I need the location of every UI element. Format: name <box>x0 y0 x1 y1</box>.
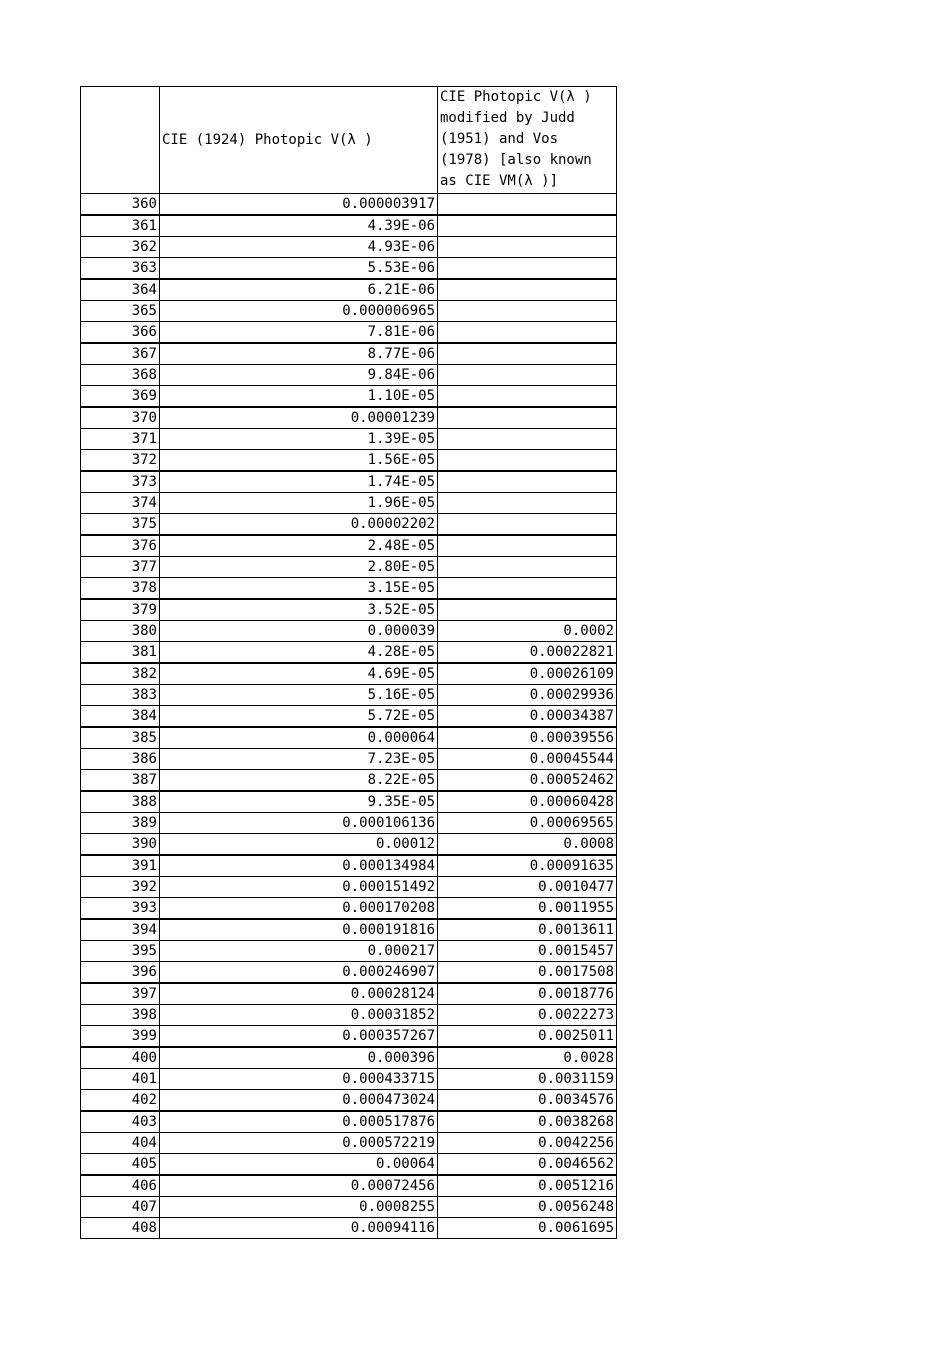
wavelength-cell[interactable]: 390 <box>81 834 160 856</box>
table-row <box>81 237 617 258</box>
table-row <box>81 621 617 642</box>
photopic-1924-cell[interactable]: 1.10E-05 <box>160 386 438 408</box>
photopic-vm-cell[interactable]: 0.00045544 <box>438 749 617 770</box>
wavelength-cell[interactable]: 365 <box>81 301 160 322</box>
wavelength-cell[interactable]: 408 <box>81 1218 160 1239</box>
photopic-1924-cell[interactable]: 4.39E-06 <box>160 215 438 237</box>
table-row <box>81 1026 617 1048</box>
photopic-vm-cell[interactable]: 0.0018776 <box>438 983 617 1005</box>
wavelength-cell[interactable]: 406 <box>81 1175 160 1197</box>
photopic-1924-cell[interactable]: 0.000170208 <box>160 898 438 920</box>
wavelength-cell[interactable]: 395 <box>81 941 160 962</box>
photopic-vm-cell[interactable]: 0.00091635 <box>438 855 617 877</box>
photopic-vm-cell[interactable] <box>438 301 617 322</box>
wavelength-cell[interactable]: 403 <box>81 1111 160 1133</box>
wavelength-cell[interactable]: 407 <box>81 1197 160 1218</box>
table-row <box>81 791 617 813</box>
photopic-1924-cell[interactable]: 0.000433715 <box>160 1069 438 1090</box>
wavelength-cell[interactable]: 367 <box>81 343 160 365</box>
photopic-vm-cell[interactable] <box>438 514 617 536</box>
table-row <box>81 770 617 792</box>
table-row <box>81 663 617 685</box>
photopic-vm-cell[interactable] <box>438 365 617 386</box>
wavelength-cell[interactable]: 394 <box>81 919 160 941</box>
table-row <box>81 642 617 664</box>
wavelength-cell[interactable]: 396 <box>81 962 160 984</box>
photopic-vm-cell[interactable]: 0.0031159 <box>438 1069 617 1090</box>
table-row <box>81 279 617 301</box>
photopic-vm-cell[interactable] <box>438 194 617 216</box>
photopic-1924-cell[interactable]: 5.72E-05 <box>160 706 438 728</box>
photopic-vm-cell[interactable]: 0.0028 <box>438 1047 617 1069</box>
photopic-vm-cell[interactable]: 0.0017508 <box>438 962 617 984</box>
wavelength-cell[interactable]: 379 <box>81 599 160 621</box>
table-row <box>81 322 617 344</box>
wavelength-cell[interactable]: 372 <box>81 450 160 472</box>
photopic-vm-cell[interactable]: 0.00022821 <box>438 642 617 664</box>
photopic-1924-cell[interactable]: 3.15E-05 <box>160 578 438 600</box>
table-row <box>81 1133 617 1154</box>
wavelength-cell[interactable]: 405 <box>81 1154 160 1176</box>
photopic-vm-cell[interactable] <box>438 450 617 472</box>
wavelength-cell[interactable]: 371 <box>81 429 160 450</box>
photopic-1924-cell[interactable]: 8.22E-05 <box>160 770 438 792</box>
photopic-1924-cell[interactable]: 2.48E-05 <box>160 535 438 557</box>
table-row <box>81 493 617 514</box>
table-row <box>81 514 617 536</box>
table-row <box>81 194 617 216</box>
wavelength-cell[interactable]: 386 <box>81 749 160 770</box>
table-row <box>81 1218 617 1239</box>
wavelength-cell[interactable]: 391 <box>81 855 160 877</box>
table-row <box>81 365 617 386</box>
photopic-vm-cell[interactable]: 0.0015457 <box>438 941 617 962</box>
photopic-vm-cell[interactable]: 0.0034576 <box>438 1090 617 1112</box>
photopic-vm-cell[interactable]: 0.00034387 <box>438 706 617 728</box>
table-row <box>81 215 617 237</box>
photopic-1924-cell[interactable]: 6.21E-06 <box>160 279 438 301</box>
photopic-1924-cell[interactable]: 0.00094116 <box>160 1218 438 1239</box>
photopic-1924-cell[interactable]: 0.000572219 <box>160 1133 438 1154</box>
wavelength-cell[interactable]: 402 <box>81 1090 160 1112</box>
photopic-vm-cell[interactable] <box>438 279 617 301</box>
photopic-1924-cell[interactable]: 0.000217 <box>160 941 438 962</box>
photopic-vm-cell[interactable]: 0.0022273 <box>438 1005 617 1026</box>
table-row <box>81 898 617 920</box>
photopic-1924-cell[interactable]: 3.52E-05 <box>160 599 438 621</box>
photopic-1924-cell[interactable]: 0.000517876 <box>160 1111 438 1133</box>
photopic-1924-cell[interactable]: 0.00072456 <box>160 1175 438 1197</box>
wavelength-cell[interactable]: 392 <box>81 877 160 898</box>
table-row <box>81 855 617 877</box>
table-row <box>81 1069 617 1090</box>
wavelength-cell[interactable]: 383 <box>81 685 160 706</box>
wavelength-cell[interactable]: 384 <box>81 706 160 728</box>
wavelength-cell[interactable]: 401 <box>81 1069 160 1090</box>
table-row <box>81 1175 617 1197</box>
header-row <box>81 87 617 194</box>
table-row <box>81 258 617 280</box>
photopic-1924-cell[interactable]: 0.00002202 <box>160 514 438 536</box>
table-row <box>81 450 617 472</box>
table-row <box>81 343 617 365</box>
photopic-vm-cell[interactable]: 0.0061695 <box>438 1218 617 1239</box>
header-cell-photopic-1924[interactable]: CIE (1924) Photopic V(λ ) <box>160 87 438 194</box>
wavelength-cell[interactable]: 366 <box>81 322 160 344</box>
photopic-vm-cell[interactable]: 0.0011955 <box>438 898 617 920</box>
table-row <box>81 557 617 578</box>
photopic-1924-cell[interactable]: 0.000006965 <box>160 301 438 322</box>
table-row <box>81 386 617 408</box>
photopic-vm-cell[interactable]: 0.0002 <box>438 621 617 642</box>
photopic-vm-cell[interactable] <box>438 557 617 578</box>
photopic-vm-cell[interactable] <box>438 215 617 237</box>
photopic-1924-cell[interactable]: 1.56E-05 <box>160 450 438 472</box>
table-row <box>81 599 617 621</box>
photopic-1924-cell[interactable]: 7.23E-05 <box>160 749 438 770</box>
photopic-1924-cell[interactable]: 0.00001239 <box>160 407 438 429</box>
table-row <box>81 941 617 962</box>
photopic-1924-cell[interactable]: 0.000246907 <box>160 962 438 984</box>
photopic-1924-cell[interactable]: 1.96E-05 <box>160 493 438 514</box>
wavelength-cell[interactable]: 377 <box>81 557 160 578</box>
photopic-vm-cell[interactable]: 0.00069565 <box>438 813 617 834</box>
photopic-1924-cell[interactable]: 0.0008255 <box>160 1197 438 1218</box>
photopic-vm-cell[interactable]: 0.0051216 <box>438 1175 617 1197</box>
photopic-vm-cell[interactable] <box>438 493 617 514</box>
photopic-1924-cell[interactable]: 8.77E-06 <box>160 343 438 365</box>
wavelength-cell[interactable]: 404 <box>81 1133 160 1154</box>
wavelength-cell[interactable]: 375 <box>81 514 160 536</box>
photopic-vm-cell[interactable]: 0.0056248 <box>438 1197 617 1218</box>
wavelength-cell[interactable]: 370 <box>81 407 160 429</box>
photopic-1924-cell[interactable]: 0.000003917 <box>160 194 438 216</box>
photopic-1924-cell[interactable]: 1.39E-05 <box>160 429 438 450</box>
photopic-vm-cell[interactable] <box>438 407 617 429</box>
table-row <box>81 706 617 728</box>
table-row <box>81 685 617 706</box>
photopic-vm-cell[interactable]: 0.0042256 <box>438 1133 617 1154</box>
table-row <box>81 429 617 450</box>
table-row <box>81 813 617 834</box>
photopic-1924-cell[interactable]: 0.00028124 <box>160 983 438 1005</box>
wavelength-cell[interactable]: 400 <box>81 1047 160 1069</box>
wavelength-cell[interactable]: 398 <box>81 1005 160 1026</box>
table-row <box>81 877 617 898</box>
photopic-vm-cell[interactable] <box>438 535 617 557</box>
table-row <box>81 578 617 600</box>
photopic-vm-cell[interactable]: 0.0010477 <box>438 877 617 898</box>
photopic-1924-cell[interactable]: 0.000151492 <box>160 877 438 898</box>
header-cell-photopic-vm[interactable]: CIE Photopic V(λ ) modified by Judd (1951) and Vos (1978) [also known as CIE VM(λ )] <box>438 87 617 194</box>
wavelength-cell[interactable]: 364 <box>81 279 160 301</box>
wavelength-cell[interactable]: 385 <box>81 727 160 749</box>
photopic-1924-cell[interactable]: 0.000357267 <box>160 1026 438 1048</box>
table-row <box>81 962 617 984</box>
photopic-vm-cell[interactable]: 0.00060428 <box>438 791 617 813</box>
photopic-1924-cell[interactable]: 0.000396 <box>160 1047 438 1069</box>
photopic-vm-cell[interactable] <box>438 578 617 600</box>
wavelength-cell[interactable]: 369 <box>81 386 160 408</box>
photopic-1924-cell[interactable]: 0.000191816 <box>160 919 438 941</box>
photopic-vm-cell[interactable]: 0.0038268 <box>438 1111 617 1133</box>
photopic-vm-cell[interactable]: 0.00026109 <box>438 663 617 685</box>
photopic-1924-cell[interactable]: 0.00064 <box>160 1154 438 1176</box>
photopic-vm-cell[interactable]: 0.00029936 <box>438 685 617 706</box>
table-row <box>81 749 617 770</box>
table-row <box>81 535 617 557</box>
photopic-vm-cell[interactable] <box>438 258 617 280</box>
wavelength-cell[interactable]: 363 <box>81 258 160 280</box>
wavelength-cell[interactable]: 389 <box>81 813 160 834</box>
table-row <box>81 834 617 856</box>
photopic-1924-cell[interactable]: 5.53E-06 <box>160 258 438 280</box>
table-row <box>81 919 617 941</box>
photopic-vm-cell[interactable] <box>438 386 617 408</box>
wavelength-cell[interactable]: 376 <box>81 535 160 557</box>
wavelength-cell[interactable]: 360 <box>81 194 160 216</box>
spreadsheet-table <box>80 86 617 1239</box>
wavelength-cell[interactable]: 378 <box>81 578 160 600</box>
photopic-vm-cell[interactable]: 0.0008 <box>438 834 617 856</box>
table-row <box>81 1090 617 1112</box>
wavelength-cell[interactable]: 362 <box>81 237 160 258</box>
header-cell-wavelength[interactable] <box>81 87 160 194</box>
table-row <box>81 1047 617 1069</box>
wavelength-cell[interactable]: 380 <box>81 621 160 642</box>
table-body <box>81 194 617 1239</box>
photopic-vm-cell[interactable] <box>438 237 617 258</box>
table-row <box>81 471 617 493</box>
photopic-1924-cell[interactable]: 5.16E-05 <box>160 685 438 706</box>
photopic-vm-cell[interactable]: 0.0013611 <box>438 919 617 941</box>
photopic-1924-cell[interactable]: 9.35E-05 <box>160 791 438 813</box>
wavelength-cell[interactable]: 382 <box>81 663 160 685</box>
table-row <box>81 1197 617 1218</box>
table-row <box>81 1154 617 1176</box>
photopic-1924-cell[interactable]: 4.93E-06 <box>160 237 438 258</box>
photopic-1924-cell[interactable]: 2.80E-05 <box>160 557 438 578</box>
table-row <box>81 407 617 429</box>
wavelength-cell[interactable]: 388 <box>81 791 160 813</box>
wavelength-cell[interactable]: 361 <box>81 215 160 237</box>
photopic-1924-cell[interactable]: 0.000064 <box>160 727 438 749</box>
photopic-1924-cell[interactable]: 0.000473024 <box>160 1090 438 1112</box>
wavelength-cell[interactable]: 387 <box>81 770 160 792</box>
table-row <box>81 1111 617 1133</box>
wavelength-cell[interactable]: 374 <box>81 493 160 514</box>
table-row <box>81 983 617 1005</box>
photopic-1924-cell[interactable]: 4.69E-05 <box>160 663 438 685</box>
wavelength-cell[interactable]: 381 <box>81 642 160 664</box>
photopic-1924-cell[interactable]: 0.00031852 <box>160 1005 438 1026</box>
photopic-1924-cell[interactable]: 0.00012 <box>160 834 438 856</box>
photopic-vm-cell[interactable]: 0.00052462 <box>438 770 617 792</box>
photopic-1924-cell[interactable]: 7.81E-06 <box>160 322 438 344</box>
photopic-vm-cell[interactable] <box>438 343 617 365</box>
photopic-vm-cell[interactable] <box>438 322 617 344</box>
photopic-1924-cell[interactable]: 4.28E-05 <box>160 642 438 664</box>
photopic-1924-cell[interactable]: 9.84E-06 <box>160 365 438 386</box>
table-row <box>81 301 617 322</box>
photopic-vm-cell[interactable]: 0.0046562 <box>438 1154 617 1176</box>
wavelength-cell[interactable]: 373 <box>81 471 160 493</box>
photopic-1924-cell[interactable]: 0.000039 <box>160 621 438 642</box>
photopic-vm-cell[interactable] <box>438 599 617 621</box>
photopic-vm-cell[interactable]: 0.00039556 <box>438 727 617 749</box>
photopic-vm-cell[interactable] <box>438 471 617 493</box>
table-row <box>81 727 617 749</box>
photopic-vm-cell[interactable] <box>438 429 617 450</box>
photopic-1924-cell[interactable]: 0.000106136 <box>160 813 438 834</box>
photopic-1924-cell[interactable]: 1.74E-05 <box>160 471 438 493</box>
wavelength-cell[interactable]: 393 <box>81 898 160 920</box>
wavelength-cell[interactable]: 399 <box>81 1026 160 1048</box>
photopic-1924-cell[interactable]: 0.000134984 <box>160 855 438 877</box>
wavelength-cell[interactable]: 397 <box>81 983 160 1005</box>
table-row <box>81 1005 617 1026</box>
wavelength-cell[interactable]: 368 <box>81 365 160 386</box>
photopic-vm-cell[interactable]: 0.0025011 <box>438 1026 617 1048</box>
